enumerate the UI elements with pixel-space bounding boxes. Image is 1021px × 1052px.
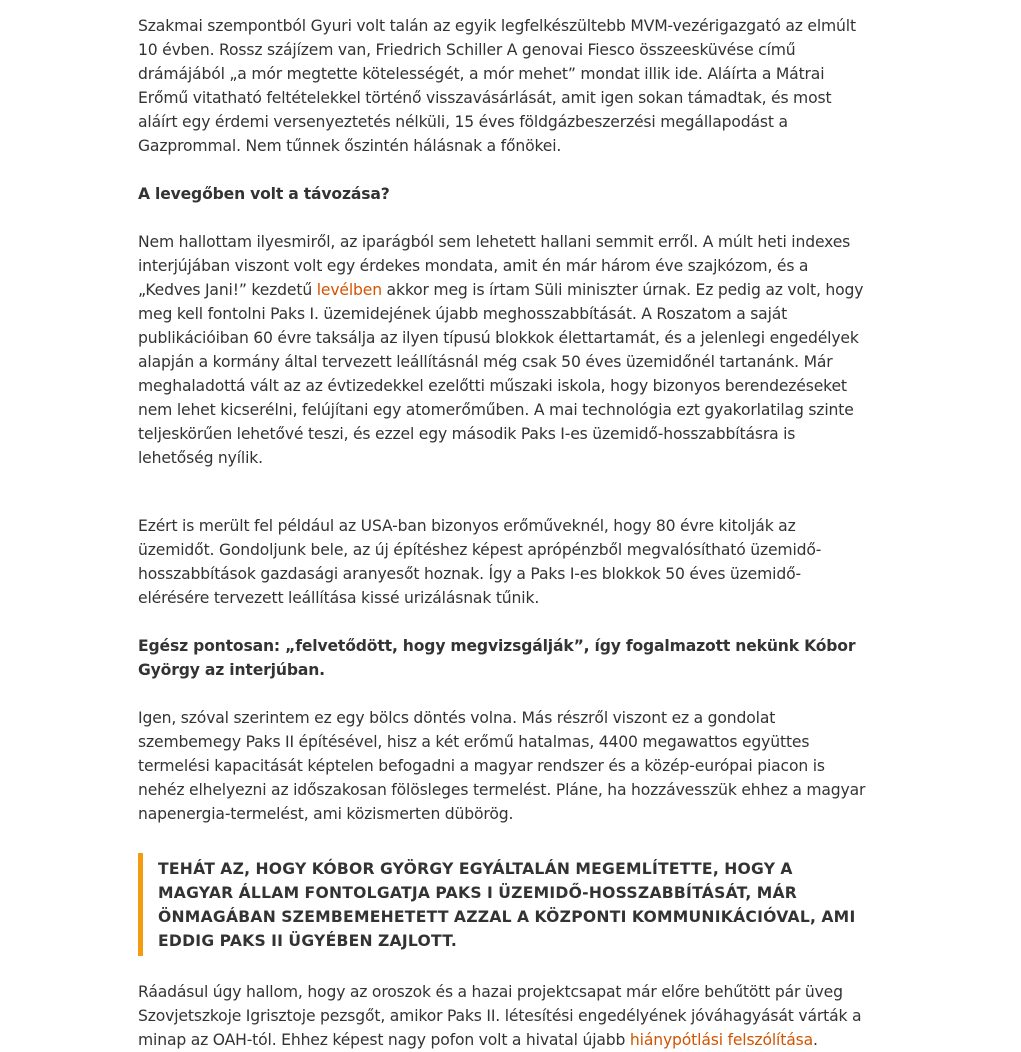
paragraph-answer-1 bbox=[138, 14, 868, 158]
paragraph-text: Igen, szóval szerintem ez egy bölcs döntés volna. Más részről viszont ez a gondolat szembemegy Paks II építésével, hisz a két erőmű hatalmas, 4400 megawattos együttes termelési kapacitását képtelen befogadni a magyar rendszer és a közép-európai piacon is nehéz elhelyezni az időszakosan fölösleges termelést. Pláne, ha hozzávesszük ehhez a magyar napenergia-termelést, ami közismerten dübörög. bbox=[138, 709, 866, 823]
interview-question-1: A levegőben volt a távozása? bbox=[138, 185, 390, 203]
paragraph-text: . bbox=[812, 1031, 818, 1049]
paragraph-answer-4 bbox=[138, 706, 868, 826]
letter-link[interactable]: levélben bbox=[316, 281, 382, 299]
paragraph-answer-5 bbox=[138, 980, 868, 1052]
paragraph-answer-2 bbox=[138, 230, 868, 470]
paragraph-text: Ezért is merült fel például az USA-ban bizonyos erőműveknél, hogy 80 évre kitolják az üzemidőt. Gondoljunk bele, az új építéshez képest aprópénzből megvalósítható üzemidő-hosszabbítások gazdasági aranyesőt hoznak. Így a Paks I-es blokkok 50 éves üzemidő-elérésére tervezett leállítása kissé urizálásnak tűnik. bbox=[138, 517, 822, 607]
pull-quote bbox=[138, 853, 868, 956]
article-body bbox=[138, 10, 868, 1052]
paragraph-text: Nem hallottam ilyesmiről, az iparágból sem lehetett hallani semmit erről. A múlt heti indexes interjújában viszont volt egy érdekes mondata, amit én már három éve szajkózom, és a „Kedves Jani!” kezdetű bbox=[138, 233, 851, 299]
paragraph-text: Szakmai szempontból Gyuri volt talán az egyik legfelkészültebb MVM-vezérigazgató az elmúlt 10 évben. Rossz szájízem van, Friedrich Schiller A genovai Fiesco összeesküvése című drámájából „a mór megtette kötelességét, a mór mehet” mondat illik ide. Aláírta a Mátrai Erőmű vitatható feltételekkel történő visszavásárlását, amit igen sokan támadtak, és most aláírt egy érdemi versenyeztetés nélküli, 15 éves földgázbeszerzési megállapodást a Gazprommal. Nem tűnnek őszintén hálásnak a főnökei. bbox=[138, 17, 856, 155]
deficiency-notice-link[interactable]: hiánypótlási felszólítása bbox=[629, 1031, 813, 1049]
paragraph-text: Ráadásul úgy hallom, hogy az oroszok és a hazai projektcsapat már előre behűtött pár üveg Szovjetszkoje Igrisztoje pezsgőt, amikor Paks II. létesítési engedélyének jóváhagyását várták a minap az OAH-tól. Ehhez képest nagy pofon volt a hivatal újabb bbox=[138, 983, 862, 1049]
paragraph-answer-3 bbox=[138, 514, 868, 610]
paragraph-text: akkor meg is írtam Süli miniszter úrnak. Ez pedig az volt, hogy meg kell fontolni Paks I. üzemidejének újabb meghosszabbítását. A Roszatom a saját publikációiban 60 évre taksálja az ilyen típusú blokkok élettartamát, és a jelenlegi engedélyek alapján a kormány által tervezett leállításnál még csak 50 éves üzemidőnél tartanánk. Már meghaladottá vált az az évtizedekkel ezelőtti műszaki iskola, hogy bizonyos berendezéseket nem lehet kicserélni, felújítani egy atomerőműben. A mai technológia ezt gyakorlatilag szinte teljeskörűen lehetővé teszi, és ezzel egy második Paks I-es üzemidő-hosszabbításra is lehetőség nyílik. bbox=[138, 281, 864, 467]
interview-question-2: Egész pontosan: „felvetődött, hogy megvizsgálják”, így fogalmazott nekünk Kóbor György az interjúban. bbox=[138, 637, 856, 679]
pull-quote-text: TEHÁT AZ, HOGY KÓBOR GYÖRGY EGYÁLTALÁN MEGEMLÍTETTE, HOGY A MAGYAR ÁLLAM FONTOLGATJA PAKS I ÜZEMIDŐ-HOSSZABBÍTÁSÁT, MÁR ÖNMAGÁBAN SZEMBEMEHETETT AZZAL A KÖZPONTI KOMMUNIKÁCIÓVAL, AMI EDDIG PAKS II ÜGYÉBEN ZAJLOTT. bbox=[158, 860, 856, 950]
